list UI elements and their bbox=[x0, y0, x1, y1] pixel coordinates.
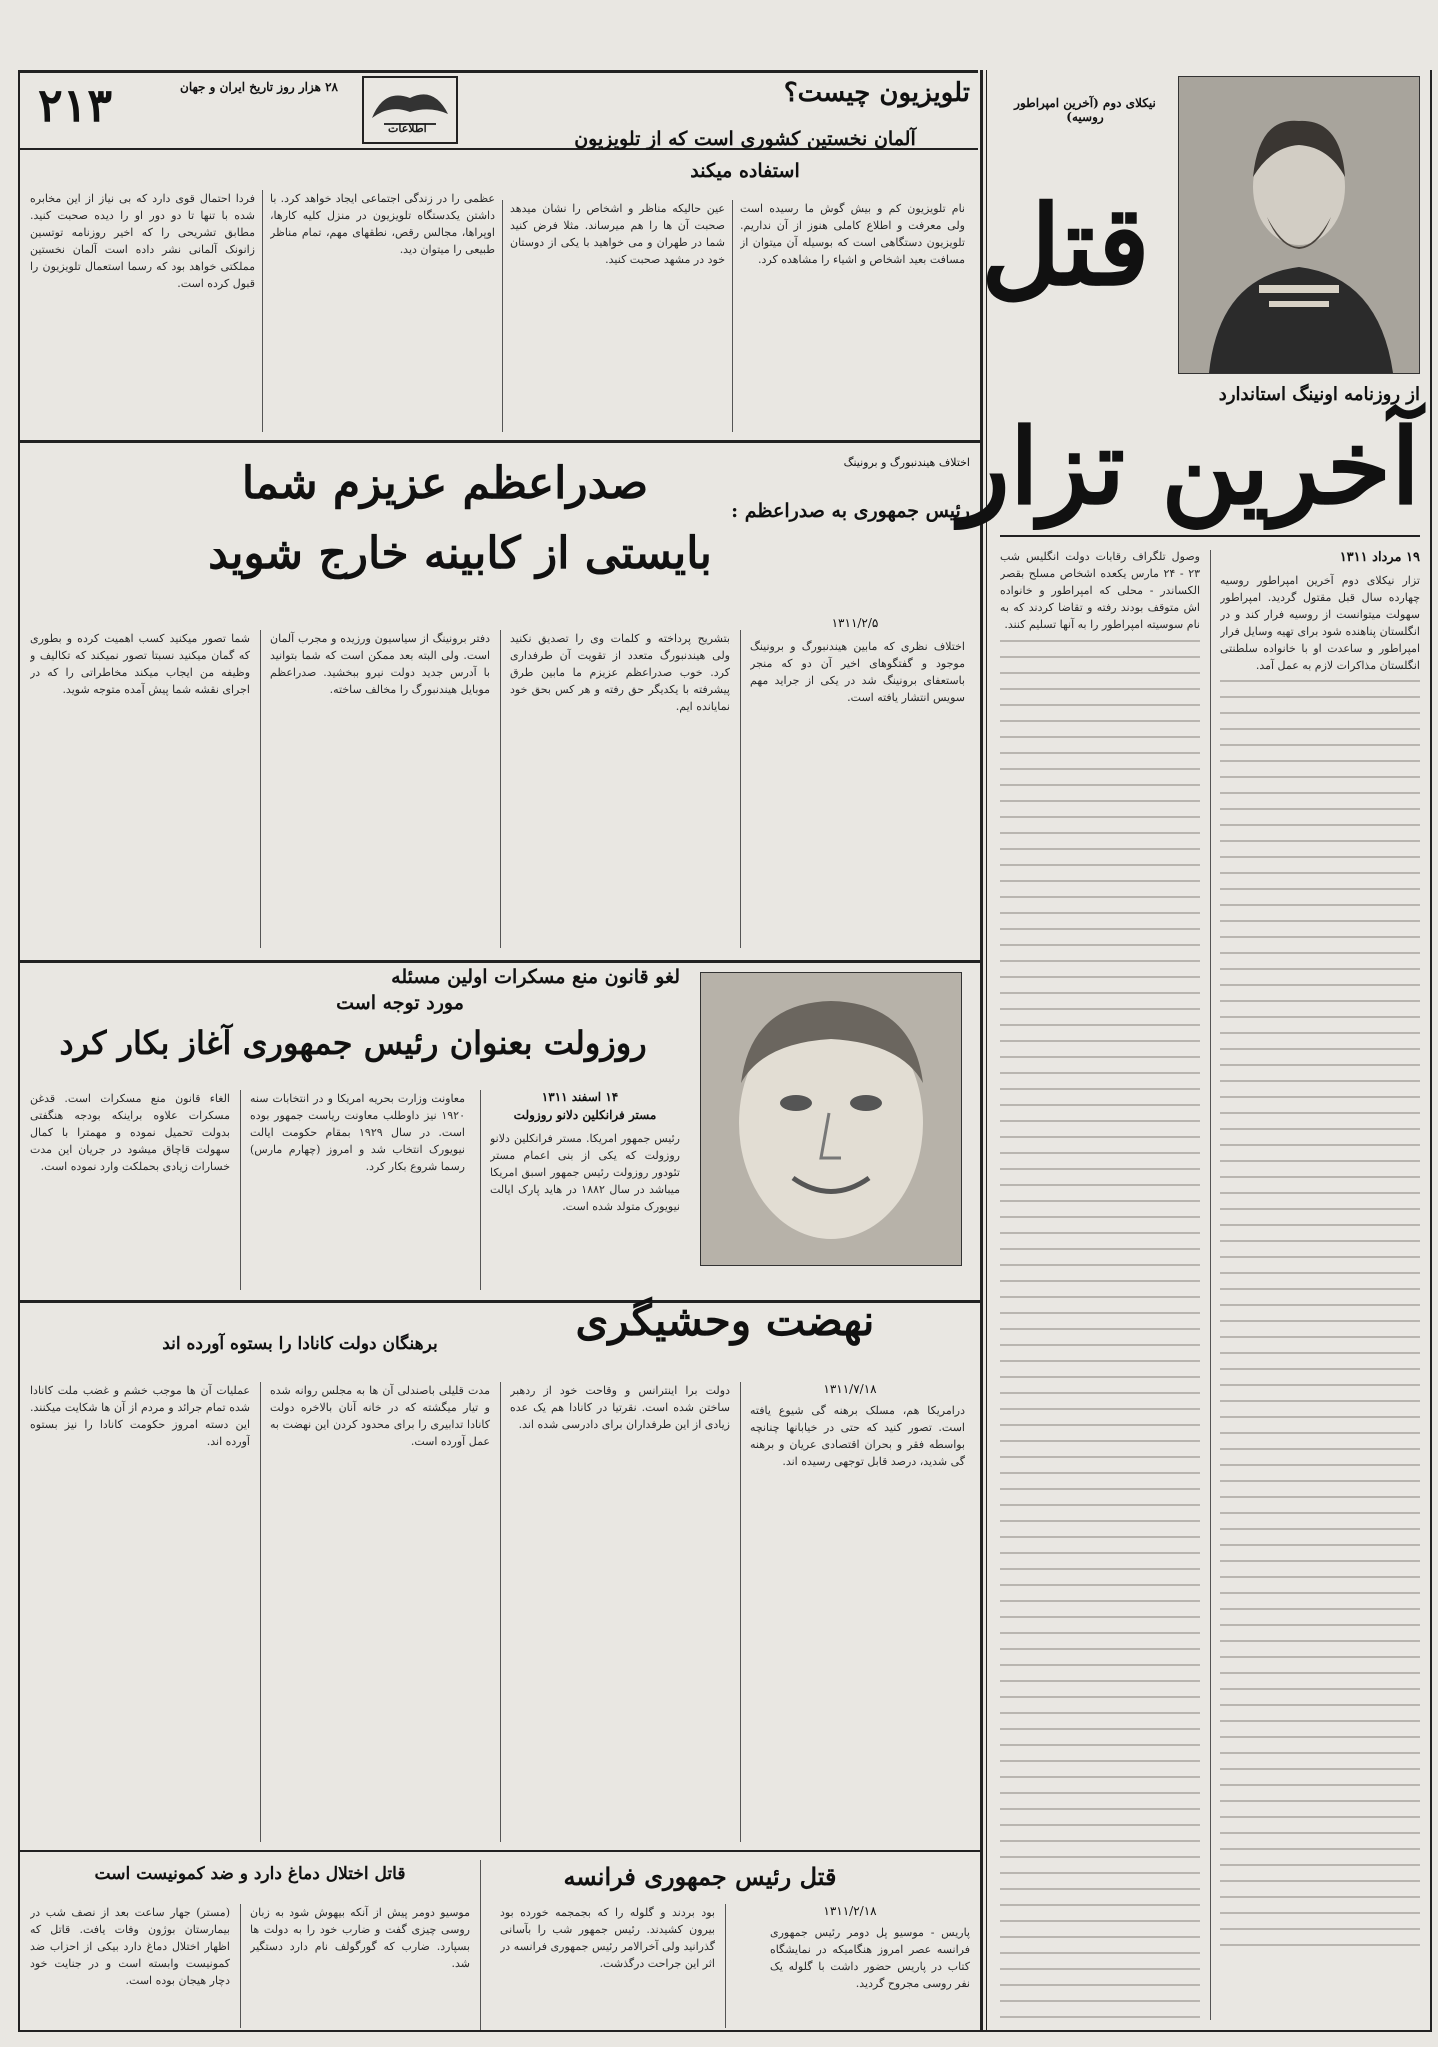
tsar-portrait-icon bbox=[1179, 77, 1419, 373]
page-number: ۲۱۳ bbox=[37, 78, 113, 132]
tsar-col-2: وصول تلگراف رقابات دولت انگلیس شب ۲۳ - ۲۴ مارس یکعده اشخاص مسلح بقصر الکساندر - محلی که امپراطور و خانواده اش متوقف بودند رفته و تقاضا کردند که به نام سوسیته امپراطور را به آنها تسلیم کنند. bbox=[1000, 550, 1200, 631]
tv-col-2: عین حالیکه مناظر و اشخاص را نشان میدهد صحبت آن ها را هم میرساند. مثلا فرض کنید شما در طهران و می خواهید با یکی از دوستان خود در مشهد صحبت کنید. bbox=[510, 202, 725, 266]
barbarism-title: نهضت وحشیگری bbox=[575, 1296, 875, 1345]
bottom-border bbox=[18, 2030, 1432, 2032]
tsar-header-divider bbox=[1000, 535, 1420, 537]
killer-title: قاتل اختلال دماغ دارد و ضد کمونیست است bbox=[94, 1864, 406, 1884]
barbarism-col-4: عملیات آن ها موجب خشم و غضب ملت کانادا شده تمام جرائد و مردم از آن ها شکایت میکنند. این دسته امروز حکومت کانادا را نیز بستوه آورده اند. bbox=[30, 1384, 250, 1448]
roosevelt-kicker2: مورد توجه است bbox=[336, 992, 464, 1014]
roosevelt-portrait-icon bbox=[701, 973, 961, 1265]
tv-title-line1: آلمان نخستین کشوری است که از تلویزیون bbox=[574, 128, 916, 150]
french-dateline: ۱۳۱۱/۲/۱۸ bbox=[823, 1904, 877, 1918]
pm-label: رئیس جمهوری به صدراعظم : bbox=[731, 500, 970, 522]
roosevelt-kicker: لغو قانون منع مسکرات اولین مسئله bbox=[391, 966, 680, 988]
barbarism-col-3: مدت قلیلی باصندلی آن ها به مجلس روانه شده و تیار میگشته که در خانه آنان بالاخره دولت کانادا تدابیری را برای محدود کردن این نهضت به عمل آورده است. bbox=[270, 1384, 490, 1448]
french-title: قتل رئیس جمهوری فرانسه bbox=[563, 1862, 837, 1891]
emblem-label: اطلاعات bbox=[388, 122, 427, 135]
french-col-2: بود بردند و گلوله را که بجمجمه خورده بود بیرون کشیدند. رئیس جمهور شب را بآسانی گذرانید ولی آخرالامر رئیس جمهوری فرانسه در اثر این جراحت درگذشت. bbox=[500, 1906, 715, 1970]
roosevelt-col-2: معاونت وزارت بحریه امریکا و در انتخابات سنه ۱۹۲۰ نیز داوطلب معاونت ریاست جمهور بوده است. در سال ۱۹۲۹ بمقام حکومت ایالت نیویورک انتخاب شد و امروز (چهارم مارس) رسما شروع بکار کرد. bbox=[250, 1092, 465, 1173]
roosevelt-col-1: رئیس جمهور امریکا. مستر فرانکلین دلانو روزولت که یکی از بنی اعمام مستر تئودور روزولت رئیس جمهور اسبق امریکا میباشد در سال ۱۸۸۲ در هاید پارک ایالت نیویورک متولد شده است. bbox=[490, 1132, 680, 1213]
pm-title-line1: صدراعظم عزیزم شما bbox=[241, 458, 649, 509]
section-divider-4 bbox=[18, 1850, 980, 1852]
barbarism-subtitle: برهنگان دولت کانادا را بستوه آورده اند bbox=[162, 1334, 438, 1354]
tsar-dateline: ۱۹ مرداد ۱۳۱۱ bbox=[1339, 550, 1420, 565]
tv-col-4: فردا احتمال قوی دارد که بی نیاز از این مخابره شده با تنها تا دو دور او را دیده صحبت کنید. مطابق تشریحی را که اخیر روزنامه توتسین زانونک آلمانی نشر داده است آلمان نخستین مملکتی خواهد بود که رسما استعمال تلویزیون را قبول کرده است. bbox=[30, 192, 255, 290]
roosevelt-byline: مستر فرانکلین دلانو روزولت bbox=[513, 1108, 657, 1122]
section-divider-2 bbox=[18, 960, 980, 963]
barbarism-col-2: دولت برا اینترانس و وقاحت خود از ردهبر ساختن شده است. نقرتیا در کانادا هم یک عده زیادی از این طرفداران برای دادرسی شده اند. bbox=[510, 1384, 730, 1431]
roosevelt-col-3: الغاء قانون منع مسکرات است. قدغن مسکرات علاوه براینکه بودجه هنگفتی بدولت تحمیل نموده و مهمترا با کمال سهولت قاچاق میشود در جریان این مدت خسارات زیادی بحملکت وارد نموده است. bbox=[30, 1092, 230, 1173]
tsar-photo bbox=[1178, 76, 1420, 374]
pm-col-2: بتشریح پرداخته و کلمات وی را تصدیق نکنید ولی هیندنبورگ متعدد از تقویت آن طرفداری کرد. خوب صدراعظم عزیزم ما مابین طرق پیشرفته با یکدیگر حق رفته و هر کس بحق خود نمایانده ایم. bbox=[510, 632, 730, 713]
top-border bbox=[18, 70, 978, 73]
tv-col-3: عظمی را در زندگی اجتماعی ایجاد خواهد کرد. با داشتن یکدستگاه تلویزیون در منزل کلیه کارها، اوپراها، مجالس رقص، نطقهای مهم، تمام مناظر طبیعی را میتوان دید. bbox=[270, 192, 495, 256]
barbarism-dateline: ۱۳۱۱/۷/۱۸ bbox=[823, 1382, 877, 1396]
french-col-1: پاریس - موسیو پل دومر رئیس جمهوری فرانسه عصر امروز هنگامیکه در نمایشگاه کتاب در پاریس حضور داشت با گلوله یک نفر روسی مجروح گردید. bbox=[770, 1926, 970, 1990]
pm-kicker: اختلاف هیندنبورگ و برونینگ bbox=[843, 456, 970, 469]
roosevelt-photo bbox=[700, 972, 962, 1266]
tsar-source: از روزنامه اونینگ استاندارد bbox=[1218, 384, 1420, 405]
tsar-photo-caption: نیکلای دوم (آخرین امپراطور روسیه) bbox=[1014, 96, 1156, 124]
main-column-divider-inner bbox=[986, 70, 987, 2030]
tv-title-line2: استفاده میکند bbox=[690, 160, 800, 182]
killer-col-1: (مستر) جهار ساعت بعد از نصف شب در بیمارستان بوژون وفات یافت. قاتل که اظهار اختلال دماغ دارد بیکی از احزاب ضد کمونیست وابسته است و در جنایت خود دچار هیجان بوده است. bbox=[30, 1906, 230, 1987]
roosevelt-dateline: ۱۴ اسفند ۱۳۱۱ bbox=[541, 1090, 619, 1104]
tv-kicker: تلویزیون چیست؟ bbox=[783, 78, 970, 108]
barbarism-col-1: درامریکا هم، مسلک برهنه گی شیوع یافته است. تصور کنید که حتی در خیابانها چنانچه بواسطه فقر و بحران اقتصادی عریان و برهنه گی شدید، درصد قابل توجهی رسیده اند. bbox=[750, 1404, 965, 1468]
tsar-title-line2: آخرین تزار bbox=[959, 405, 1420, 528]
tsar-col-1: تزار نیکلای دوم آخرین امپراطور روسیه چهارده سال قبل مقتول گردید. امپراطور سهولت میتوانست از روسیه فرار کند و در انگلستان پناهنده شود برای تهیه وسایل فرار امپراطور و ساعدت او با خانواده سلطنتی انگلستان مذاکرات لازم به عمل آمد. bbox=[1220, 574, 1420, 672]
pm-col-3: دفتر برونینگ از سیاسیون ورزیده و مجرب آلمان است. ولی البته بعد ممکن است که شما بتوانید با آدرس جدید دولت نیرو ببخشید. صدراعظم موبایل هیندنبورگ را مخالف ساخته. bbox=[270, 632, 490, 696]
section-divider-1 bbox=[18, 440, 980, 443]
newspaper-emblem bbox=[362, 76, 458, 144]
pm-col-1: اختلاف نظری که مابین هیندنبورگ و برونینگ موجود و گفتگوهای اخیر آن دو که منجر باستعفای برونینگ شد در یکی از جراید مهم سویس انتشار یافته است. bbox=[750, 640, 965, 704]
pm-col-4: شما تصور میکنید کسب اهمیت کرده و بطوری که گمان میکنید نسبتا تصور نمیکند که تکالیف و وظیفه من ایجاب میکند مخاطراتی را که در اجرای نقشه شما پیش آمده متوجه شوید. bbox=[30, 632, 250, 696]
tsar-title-line1: قتل bbox=[980, 181, 1150, 310]
tv-col-1: نام تلویزیون کم و بیش گوش ما رسیده است ولی معرفت و اطلاع کاملی هنوز از آن نداریم. تلویزیون دستگاهی است که بوسیله آن میتوان از مسافت بعید اشخاص و اشیاء را مشاهده کرد. bbox=[740, 202, 965, 266]
pm-title-line2: بایستی از کابینه خارج شوید bbox=[208, 528, 712, 579]
main-column-divider bbox=[980, 70, 983, 2030]
roosevelt-title: روزولت بعنوان رئیس جمهوری آغاز بکار کرد bbox=[59, 1024, 647, 1062]
series-title: ۲۸ هزار روز تاریخ ایران و جهان bbox=[180, 80, 338, 94]
pm-dateline: ۱۳۱۱/۲/۵ bbox=[831, 616, 879, 630]
right-border bbox=[1430, 70, 1432, 2030]
french-col-3: موسیو دومر پیش از آنکه بیهوش شود به زبان روسی چیزی گفت و ضارب خود را به دولت ها بسپارد. ضارب که گورگولف نام دارد دستگیر شد. bbox=[250, 1906, 470, 1970]
